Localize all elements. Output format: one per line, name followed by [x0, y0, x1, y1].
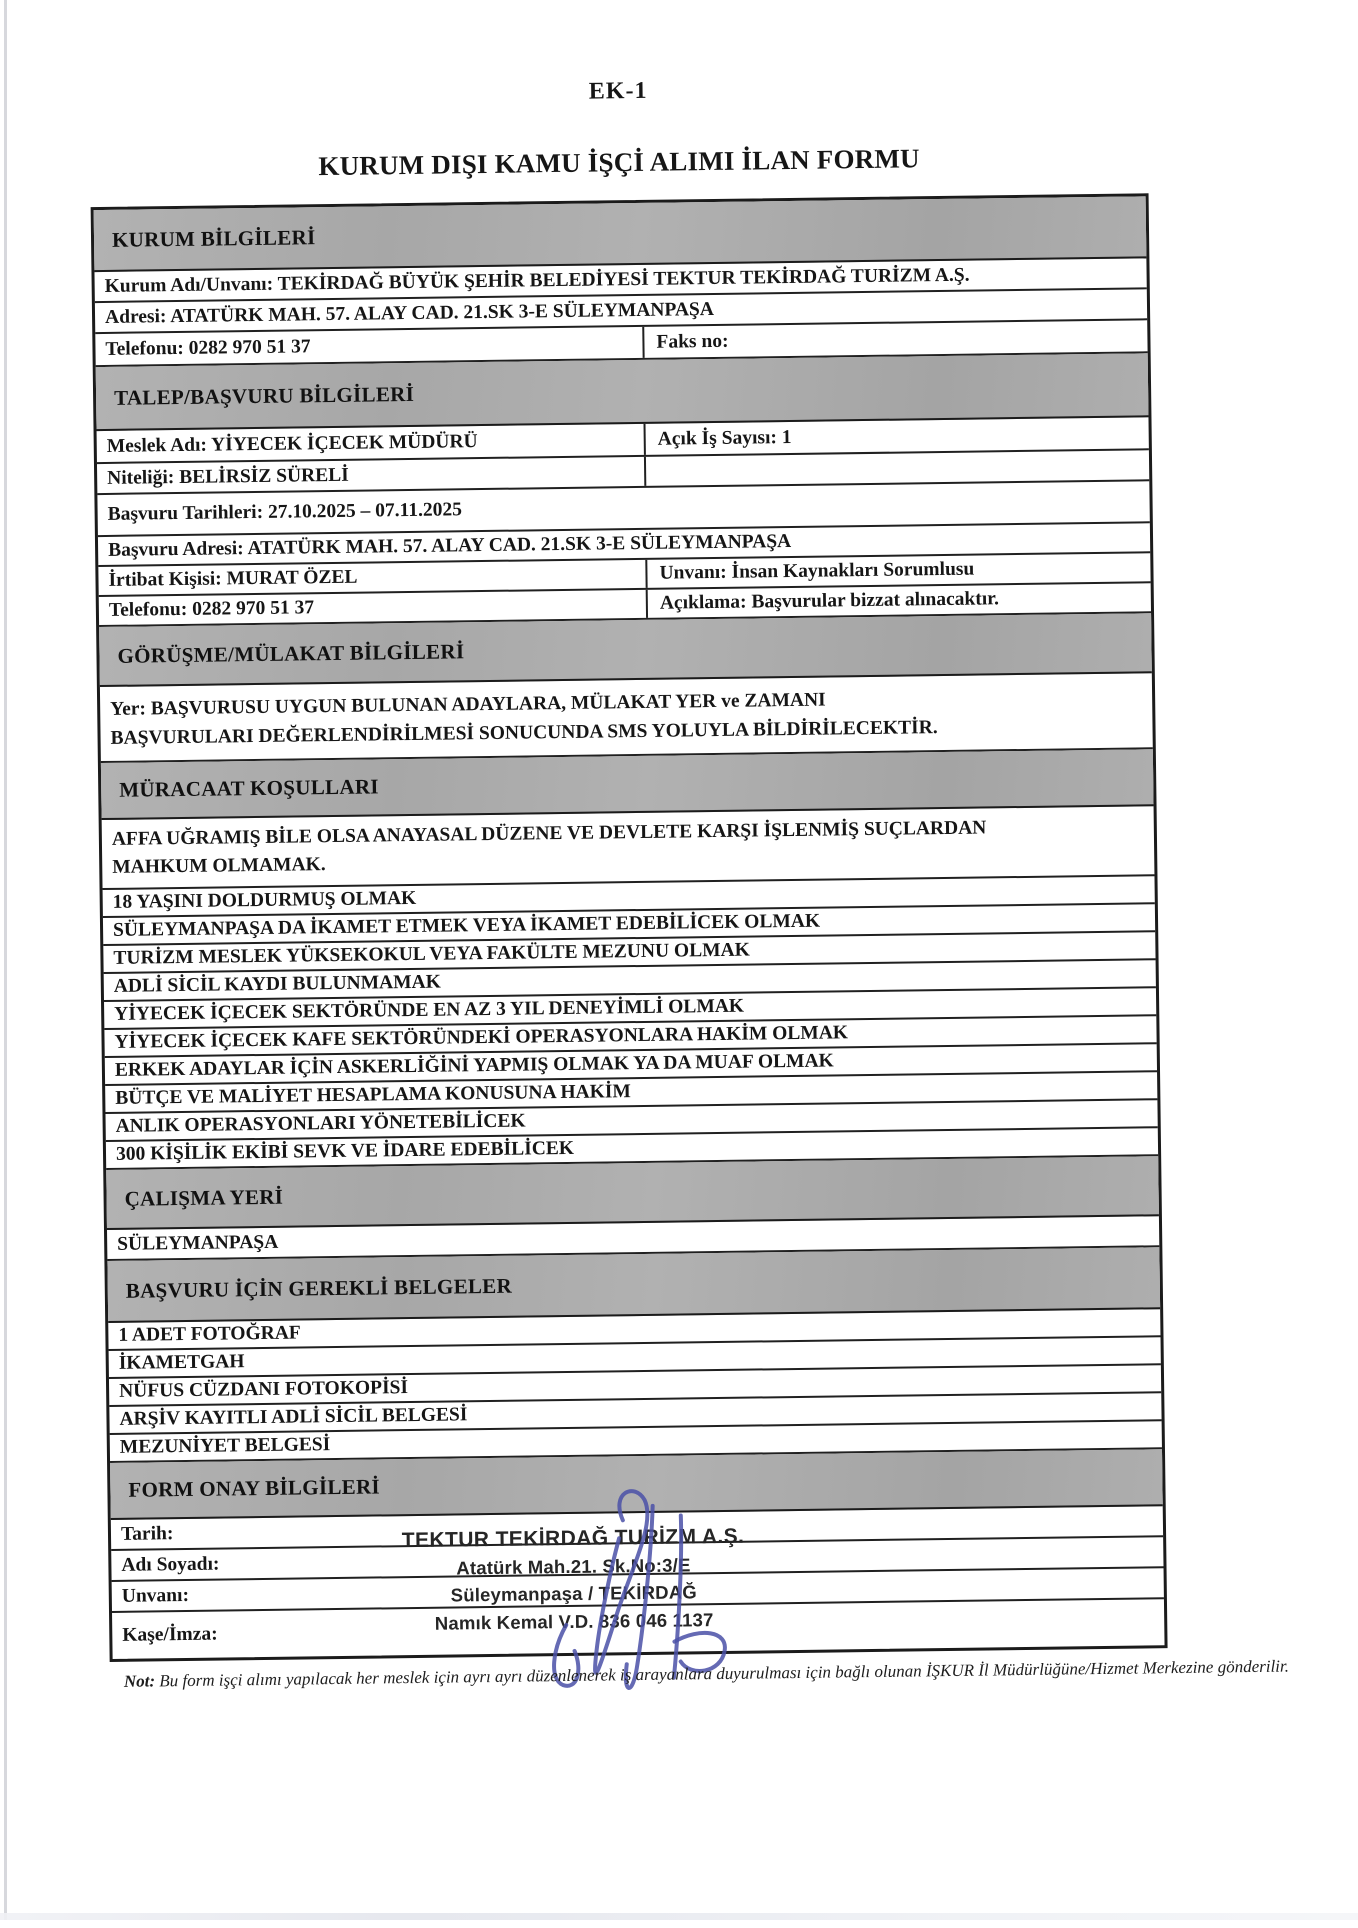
cell-empty: [644, 450, 1149, 486]
meslek-adi-text: Meslek Adı: YİYECEK İÇECEK MÜDÜRÜ: [106, 430, 478, 457]
kosul-text: SÜLEYMANPAŞA DA İKAMET ETMEK VEYA İKAMET EDEBİLİCEK OLMAK: [112, 910, 821, 941]
mulakat-yer-text: Yer: BAŞVURUSU UYGUN BULUNAN ADAYLARA, MÜLAKAT YER ve ZAMANI BAŞVURULARI DEĞERLENDİRİLMESİ SONUCUNDA SMS YOLUYLA BİLDİRİLECEKTİR.: [110, 689, 938, 749]
cell-telefonu: [95, 327, 642, 365]
belge-text: İKAMETGAH: [118, 1351, 245, 1374]
aciklama-text: Açıklama: Başvurular bizzat alınacaktır.: [659, 588, 1000, 614]
form-title: KURUM DIŞI KAMU İŞÇİ ALIMI İLAN FORMU: [318, 143, 920, 182]
footer-note-prefix: Not:: [123, 1671, 156, 1691]
stamp-address-line2: Süleymanpaşa / TEKİRDAĞ: [450, 1581, 698, 1606]
footer-note-text: Bu form işçi alımı yapılacak her meslek için ayrı ayrı düzenlenerek iş arayanlara duyurulması için bağlı olunan İŞKUR İl Müdürlüğüne/Hizmet Merkezine gönderilir.: [159, 1656, 1290, 1691]
cell-irtibat-kisisi: [98, 560, 645, 595]
belge-text: ARŞİV KAYITLI ADLİ SİCİL BELGESİ: [119, 1404, 468, 1430]
cell-meslek-adi: [97, 424, 644, 462]
stamp-tax-number: Namık Kemal V.D. 836 046 1137: [434, 1608, 714, 1634]
row-mulakat-yer: [100, 673, 1153, 763]
kosul-text: BÜTÇE VE MALİYET HESAPLAMA KONUSUNA HAKİM: [115, 1081, 631, 1109]
kosul-text: ERKEK ADAYLAR İÇİN ASKERLİĞİNİ YAPMIŞ OLMAK YA DA MUAF OLMAK: [114, 1050, 834, 1081]
kosul-text: YİYECEK İÇECEK KAFE SEKTÖRÜNDEKİ OPERASYONLARA HAKİM OLMAK: [114, 1022, 849, 1053]
adresi-text: Adresi: ATATÜRK MAH. 57. ALAY CAD. 21.SK 3-E SÜLEYMANPAŞA: [104, 298, 715, 328]
adi-soyadi-label: Adı Soyadı:: [121, 1553, 220, 1576]
cell-acik-is-sayisi: [644, 417, 1149, 455]
niteligi-text: Niteliği: BELİRSİZ SÜRELİ: [107, 464, 349, 489]
tarih-label: Tarih:: [120, 1522, 174, 1545]
irtibat-kisisi-text: İrtibat Kişisi: MURAT ÖZEL: [108, 566, 358, 591]
kurum-adi-text: Kurum Adı/Unvanı: TEKİRDAĞ BÜYÜK ŞEHİR BELEDİYESİ TEKTUR TEKİRDAĞ TURİZM A.Ş.: [104, 264, 970, 297]
calisma-yeri-text: SÜLEYMANPAŞA: [117, 1231, 279, 1255]
acik-is-sayisi-text: Açık İş Sayısı: 1: [657, 426, 792, 450]
unvani-text: Unvanı: İnsan Kaynakları Sorumlusu: [659, 558, 975, 584]
section-heading-text: GÖRÜŞME/MÜLAKAT BİLGİLERİ: [117, 638, 465, 668]
ek-label: EK-1: [588, 77, 648, 105]
cell-faks-no: [642, 320, 1147, 358]
belge-text: MEZUNİYET BELGESİ: [119, 1434, 331, 1458]
section-heading-text: FORM ONAY BİLGİLERİ: [128, 1474, 381, 1502]
section-heading-text: TALEP/BAŞVURU BİLGİLERİ: [113, 381, 415, 410]
section-heading-text: ÇALIŞMA YERİ: [124, 1184, 284, 1211]
telefonu-2-text: Telefonu: 0282 970 51 37: [108, 597, 315, 621]
stamp-address-line1: Atatürk Mah.21. Sk.No:3/E: [456, 1553, 691, 1578]
cell-telefonu-2: [99, 590, 646, 625]
basvuru-tarihleri-text: Başvuru Tarihleri: 27.10.2025 – 07.11.2025: [107, 499, 463, 525]
cell-unvani: [645, 553, 1150, 588]
kosul-text: AFFA UĞRAMIŞ BİLE OLSA ANAYASAL DÜZENE VE DEVLETE KARŞI İŞLENMİŞ SUÇLARDAN MAHKUM OLMAMAK.: [111, 817, 987, 878]
kosul-text: TURİZM MESLEK YÜKSEKOKUL VEYA FAKÜLTE MEZUNU OLMAK: [113, 939, 750, 969]
faks-no-text: Faks no:: [656, 330, 729, 353]
kase-imza-label: Kaşe/İmza:: [122, 1623, 218, 1646]
section-heading-text: BAŞVURU İÇİN GEREKLİ BELGELER: [125, 1273, 513, 1303]
section-heading-text: KURUM BİLGİLERİ: [111, 224, 316, 252]
stamp-company-name: TEKTUR TEKİRDAĞ TURİZM A.Ş.: [401, 1524, 745, 1553]
kosul-text: ADLİ SİCİL KAYDI BULUNMAMAK: [113, 971, 441, 997]
basvuru-adresi-text: Başvuru Adresi: ATATÜRK MAH. 57. ALAY CAD. 21.SK 3-E SÜLEYMANPAŞA: [107, 530, 792, 561]
telefonu-text: Telefonu: 0282 970 51 37: [105, 335, 311, 360]
form-table: [91, 193, 1168, 1662]
section-heading-text: MÜRACAAT KOŞULLARI: [119, 774, 379, 802]
cell-aciklama: [646, 583, 1151, 618]
cell-niteligi: [97, 457, 644, 493]
kosul-text: 300 KİŞİLİK EKİBİ SEVK VE İDARE EDEBİLİCEK: [115, 1137, 575, 1165]
belge-text: 1 ADET FOTOĞRAF: [118, 1322, 301, 1346]
kosul-text: 18 YAŞINI DOLDURMUŞ OLMAK: [112, 887, 417, 913]
belge-text: NÜFUS CÜZDANI FOTOKOPİSİ: [118, 1377, 409, 1402]
kosul-text: ANLIK OPERASYONLARI YÖNETEBİLİCEK: [115, 1110, 526, 1137]
kosul-text: YİYECEK İÇECEK SEKTÖRÜNDE EN AZ 3 YIL DENEYİMLİ OLMAK: [114, 995, 745, 1025]
unvani-label: Unvanı:: [121, 1584, 190, 1607]
